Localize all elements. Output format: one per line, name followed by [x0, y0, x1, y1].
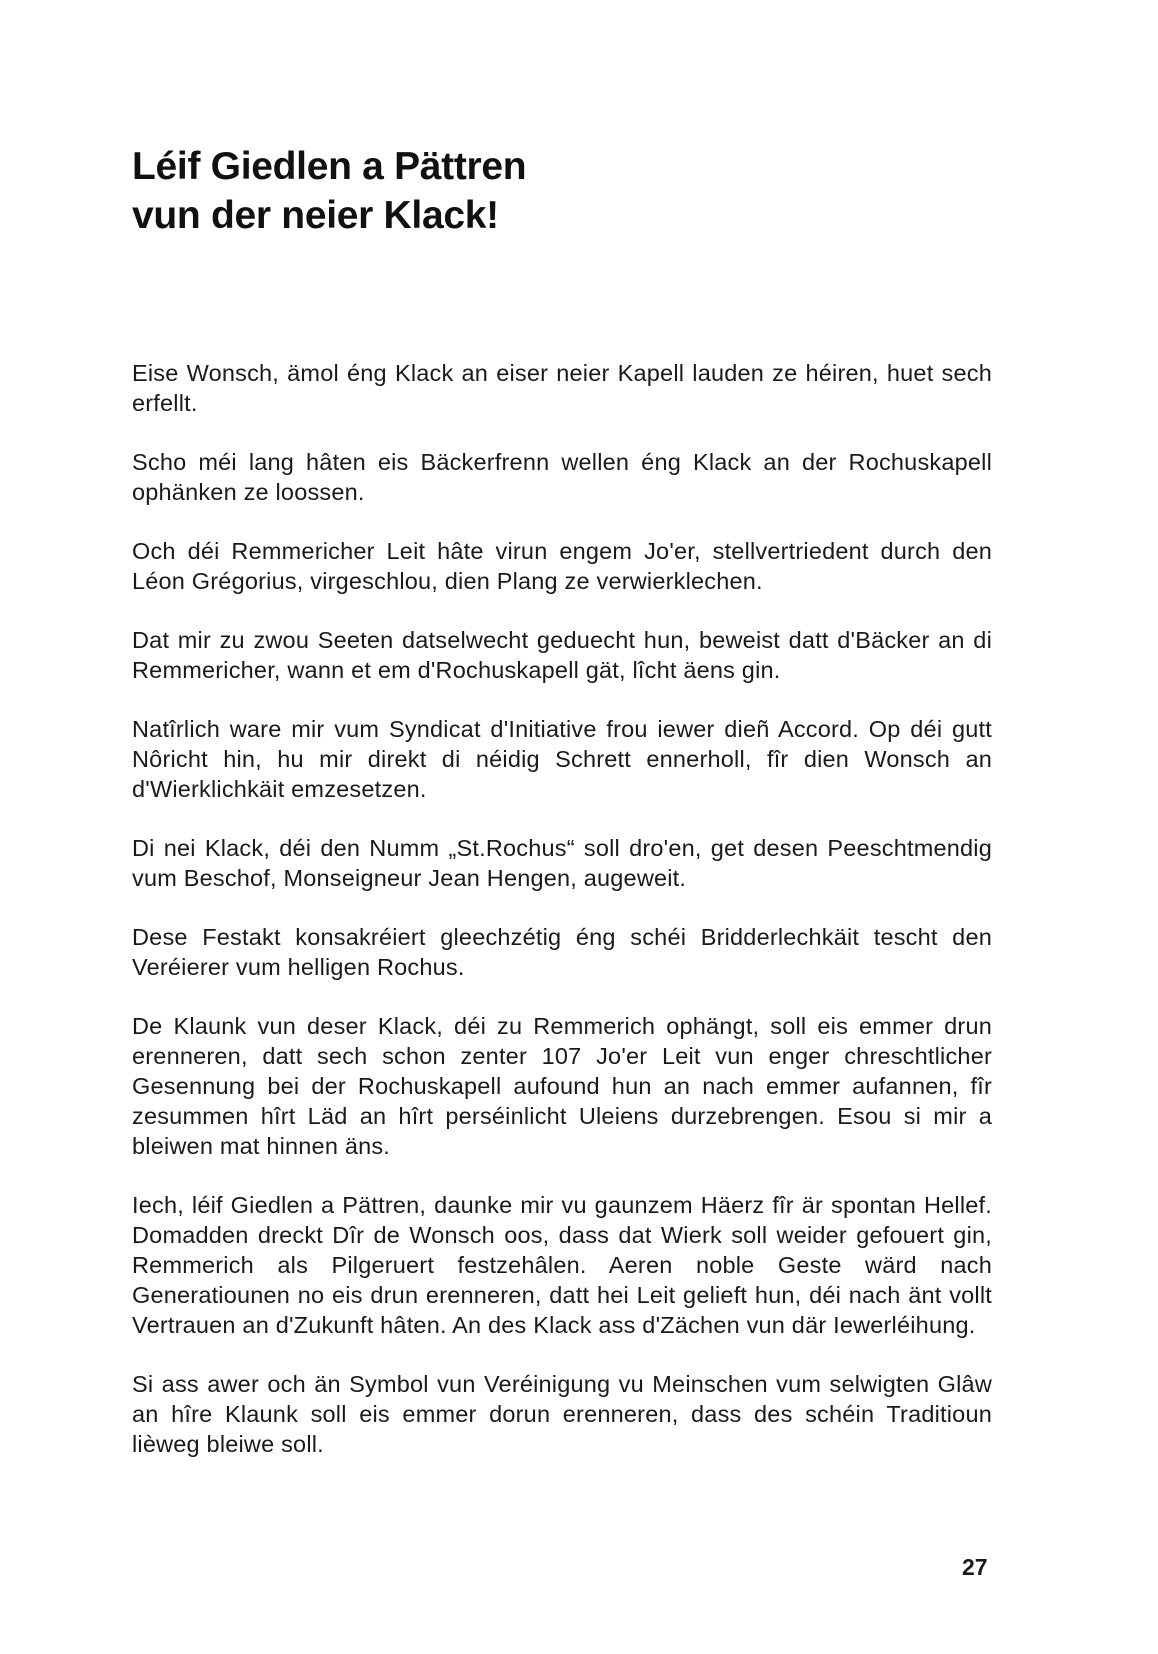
paragraph-5: Natîrlich ware mir vum Syndicat d'Initiative frou iewer dieñ Accord. Op déi gutt Nôricht hin, hu mir direkt di néidig Schrett ennerholl, fîr dien Wonsch an d'Wierklichkäit emzesetzen. — [132, 716, 992, 802]
paragraph-9: Iech, léif Giedlen a Pättren, daunke mir vu gaunzem Häerz fîr är spontan Hellef. Domadden dreckt Dîr de Wonsch oos, dass dat Wierk soll weider gefouert gin, Remmerich als Pilgeruert festzehâlen. Aeren noble Geste wärd nach Generatiounen no eis drun erenneren, datt hei Leit gelieft hun, déi nach änt vollt Vertrauen an d'Zukunft hâten. An des Klack ass d'Zächen vun där Iewerléihung. — [132, 1192, 992, 1338]
paragraph-10: Si ass awer och än Symbol vun Veréinigung vu Meinschen vum selwigten Glâw an hîre Klaunk soll eis emmer dorun erenneren, dass des schéin Traditioun lièweg bleiwe soll. — [132, 1371, 992, 1457]
paragraph-1: Eise Wonsch, ämol éng Klack an eiser neier Kapell lauden ze héiren, huet sech erfellt. — [132, 360, 992, 416]
title-line-1: Léif Giedlen a Pättren — [132, 145, 527, 188]
paragraph-6: Di nei Klack, déi den Numm „St.Rochus“ soll dro'en, get desen Peeschtmendig vum Beschof, Monseigneur Jean Hengen, augeweit. — [132, 835, 992, 891]
body-text — [132, 358, 992, 1488]
paragraph-2: Scho méi lang hâten eis Bäckerfrenn wellen éng Klack an der Rochuskapell ophänken ze loossen. — [132, 449, 992, 505]
page-title — [132, 142, 526, 240]
page-number: 27 — [962, 1554, 988, 1580]
paragraph-4: Dat mir zu zwou Seeten datselwecht geduecht hun, beweist datt d'Bäcker an di Remmericher, wann et em d'Rochuskapell gät, lîcht äens gin. — [132, 627, 992, 683]
paragraph-7: Dese Festakt konsakréiert gleechzétig éng schéi Bridderlechkäit tescht den Veréierer vum helligen Rochus. — [132, 924, 992, 980]
paragraph-8: De Klaunk vun deser Klack, déi zu Remmerich ophängt, soll eis emmer drun erenneren, datt sech schon zenter 107 Jo'er Leit vun enger chreschtlicher Gesennung bei der Rochuskapell aufound hun an nach emmer aufannen, fîr zesummen hîrt Läd an hîrt perséinlicht Uleiens durzebrengen. Esou si mir a bleiwen mat hinnen äns. — [132, 1013, 992, 1159]
title-line-2: vun der neier Klack! — [132, 194, 499, 237]
paragraph-3: Och déi Remmericher Leit hâte virun engem Jo'er, stellvertriedent durch den Léon Grégorius, virgeschlou, dien Plang ze verwierklechen. — [132, 538, 992, 594]
